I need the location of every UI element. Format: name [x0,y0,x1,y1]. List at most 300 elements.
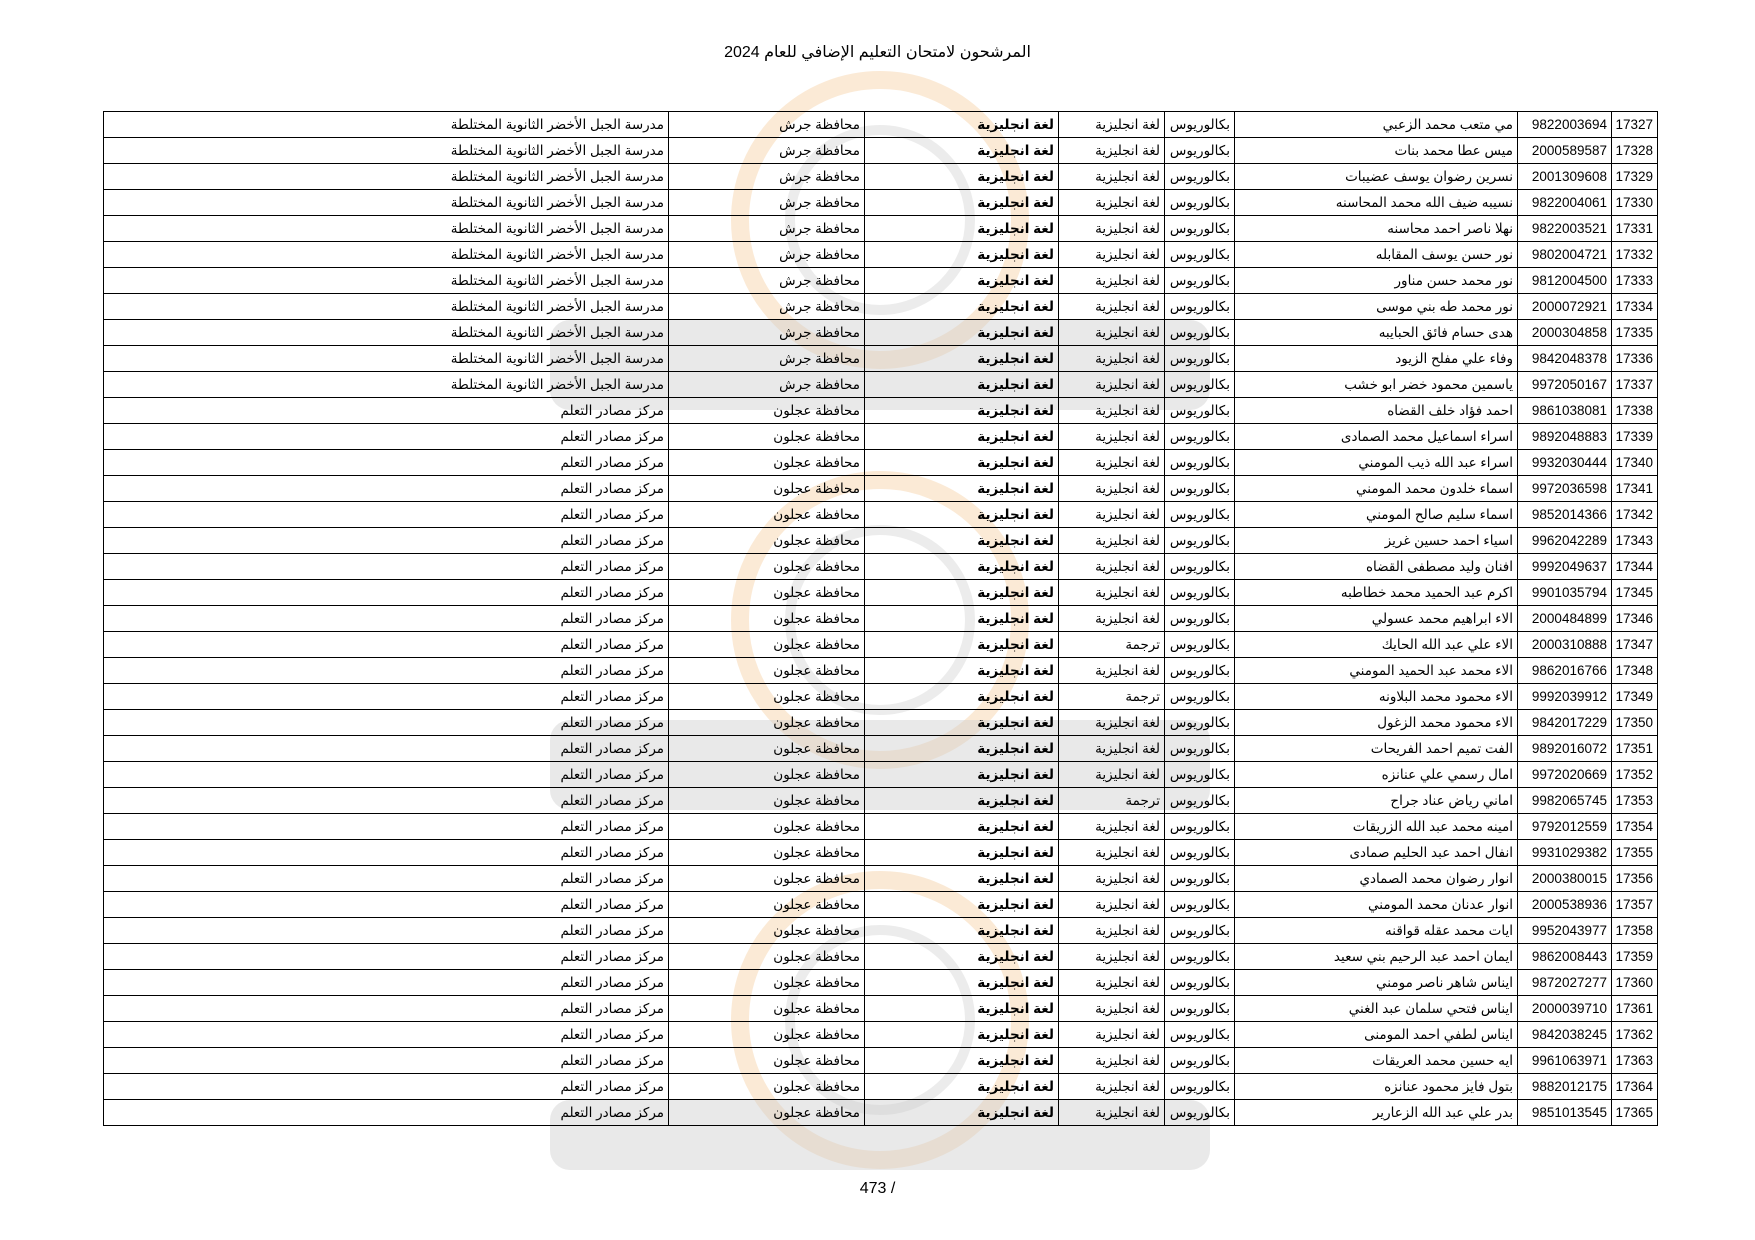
seq-number-cell: 17355 [1612,840,1658,866]
table-row [104,112,1658,138]
exam-center-cell: مدرسة الجبل الأخضر الثانوية المختلطة [104,372,669,398]
exam-center-cell: مدرسة الجبل الأخضر الثانوية المختلطة [104,164,669,190]
exam-subject-cell: لغة انجليزية [865,736,1059,762]
seq-number-cell: 17365 [1612,1100,1658,1126]
table-row [104,814,1658,840]
candidate-name-cell: نهلا ناصر احمد محاسنه [1235,216,1518,242]
degree-cell: بكالوريوس [1165,476,1235,502]
seq-number-cell: 17340 [1612,450,1658,476]
governorate-cell: محافظة جرش [669,138,865,164]
national-id-cell: 9862008443 [1518,944,1612,970]
degree-cell: بكالوريوس [1165,684,1235,710]
exam-center-cell: مركز مصادر التعلم [104,1074,669,1100]
candidate-name-cell: ياسمين محمود خضر ابو خشب [1235,372,1518,398]
candidate-name-cell: نور محمد طه بني موسى [1235,294,1518,320]
candidate-name-cell: احمد فؤاد خلف القضاه [1235,398,1518,424]
national-id-cell: 9852014366 [1518,502,1612,528]
exam-subject-cell: لغة انجليزية [865,996,1059,1022]
candidate-name-cell: اسماء سليم صالح المومني [1235,502,1518,528]
governorate-cell: محافظة عجلون [669,788,865,814]
table-row [104,424,1658,450]
national-id-cell: 9961063971 [1518,1048,1612,1074]
table-row [104,138,1658,164]
seq-number-cell: 17347 [1612,632,1658,658]
specialization-cell: لغة انجليزية [1059,294,1165,320]
governorate-cell: محافظة عجلون [669,580,865,606]
specialization-cell: لغة انجليزية [1059,502,1165,528]
seq-number-cell: 17359 [1612,944,1658,970]
candidate-name-cell: وفاء علي مفلح الزيود [1235,346,1518,372]
candidates-rows [104,112,1658,1126]
candidate-name-cell: انوار رضوان محمد الصمادي [1235,866,1518,892]
candidate-name-cell: ايات محمد عقله قواقنه [1235,918,1518,944]
governorate-cell: محافظة عجلون [669,1048,865,1074]
exam-subject-cell: لغة انجليزية [865,294,1059,320]
seq-number-cell: 17362 [1612,1022,1658,1048]
candidate-name-cell: اسراء اسماعيل محمد الصمادى [1235,424,1518,450]
specialization-cell: لغة انجليزية [1059,814,1165,840]
exam-center-cell: مركز مصادر التعلم [104,554,669,580]
specialization-cell: لغة انجليزية [1059,606,1165,632]
national-id-cell: 9901035794 [1518,580,1612,606]
governorate-cell: محافظة جرش [669,164,865,190]
seq-number-cell: 17348 [1612,658,1658,684]
exam-subject-cell: لغة انجليزية [865,1048,1059,1074]
national-id-cell: 9962042289 [1518,528,1612,554]
governorate-cell: محافظة عجلون [669,866,865,892]
governorate-cell: محافظة عجلون [669,658,865,684]
table-row [104,346,1658,372]
degree-cell: بكالوريوس [1165,190,1235,216]
candidate-name-cell: اماني رياض عناد جراح [1235,788,1518,814]
national-id-cell: 9932030444 [1518,450,1612,476]
table-row [104,918,1658,944]
candidate-name-cell: مي متعب محمد الزعبي [1235,112,1518,138]
candidate-name-cell: انفال احمد عبد الحليم صمادى [1235,840,1518,866]
exam-center-cell: مركز مصادر التعلم [104,502,669,528]
seq-number-cell: 17356 [1612,866,1658,892]
national-id-cell: 9972020669 [1518,762,1612,788]
exam-center-cell: مدرسة الجبل الأخضر الثانوية المختلطة [104,294,669,320]
national-id-cell: 9792012559 [1518,814,1612,840]
governorate-cell: محافظة عجلون [669,554,865,580]
candidate-name-cell: بتول فايز محمود عنانزه [1235,1074,1518,1100]
seq-number-cell: 17331 [1612,216,1658,242]
seq-number-cell: 17329 [1612,164,1658,190]
degree-cell: بكالوريوس [1165,788,1235,814]
candidates-table [103,111,1658,1126]
governorate-cell: محافظة جرش [669,242,865,268]
specialization-cell: لغة انجليزية [1059,372,1165,398]
exam-center-cell: مركز مصادر التعلم [104,944,669,970]
degree-cell: بكالوريوس [1165,658,1235,684]
specialization-cell: لغة انجليزية [1059,762,1165,788]
national-id-cell: 9822004061 [1518,190,1612,216]
table-row [104,788,1658,814]
exam-center-cell: مركز مصادر التعلم [104,684,669,710]
table-row [104,1074,1658,1100]
exam-subject-cell: لغة انجليزية [865,970,1059,996]
degree-cell: بكالوريوس [1165,762,1235,788]
exam-subject-cell: لغة انجليزية [865,112,1059,138]
degree-cell: بكالوريوس [1165,554,1235,580]
table-row [104,528,1658,554]
exam-subject-cell: لغة انجليزية [865,164,1059,190]
exam-subject-cell: لغة انجليزية [865,658,1059,684]
exam-center-cell: مركز مصادر التعلم [104,580,669,606]
exam-center-cell: مركز مصادر التعلم [104,528,669,554]
national-id-cell: 9822003694 [1518,112,1612,138]
exam-subject-cell: لغة انجليزية [865,840,1059,866]
table-row [104,190,1658,216]
table-row [104,554,1658,580]
table-row [104,1022,1658,1048]
exam-center-cell: مركز مصادر التعلم [104,970,669,996]
specialization-cell: لغة انجليزية [1059,736,1165,762]
exam-center-cell: مدرسة الجبل الأخضر الثانوية المختلطة [104,242,669,268]
candidate-name-cell: الاء علي عبد الله الحايك [1235,632,1518,658]
specialization-cell: لغة انجليزية [1059,216,1165,242]
exam-subject-cell: لغة انجليزية [865,476,1059,502]
candidate-name-cell: امينه محمد عبد الله الزريقات [1235,814,1518,840]
exam-center-cell: مدرسة الجبل الأخضر الثانوية المختلطة [104,190,669,216]
governorate-cell: محافظة جرش [669,216,865,242]
degree-cell: بكالوريوس [1165,502,1235,528]
national-id-cell: 9882012175 [1518,1074,1612,1100]
degree-cell: بكالوريوس [1165,242,1235,268]
seq-number-cell: 17354 [1612,814,1658,840]
candidate-name-cell: افنان وليد مصطفى القضاه [1235,554,1518,580]
exam-center-cell: مركز مصادر التعلم [104,918,669,944]
specialization-cell: لغة انجليزية [1059,190,1165,216]
degree-cell: بكالوريوس [1165,320,1235,346]
candidate-name-cell: نور محمد حسن مناور [1235,268,1518,294]
seq-number-cell: 17346 [1612,606,1658,632]
national-id-cell: 9802004721 [1518,242,1612,268]
specialization-cell: ترجمة [1059,632,1165,658]
specialization-cell: لغة انجليزية [1059,164,1165,190]
specialization-cell: لغة انجليزية [1059,476,1165,502]
exam-center-cell: مركز مصادر التعلم [104,1100,669,1126]
degree-cell: بكالوريوس [1165,164,1235,190]
governorate-cell: محافظة عجلون [669,398,865,424]
national-id-cell: 9842017229 [1518,710,1612,736]
exam-center-cell: مركز مصادر التعلم [104,1022,669,1048]
table-row [104,736,1658,762]
seq-number-cell: 17336 [1612,346,1658,372]
seq-number-cell: 17343 [1612,528,1658,554]
page-title: المرشحون لامتحان التعليم الإضافي للعام 2024 [724,44,1031,61]
exam-subject-cell: لغة انجليزية [865,138,1059,164]
candidate-name-cell: نور حسن يوسف المقابله [1235,242,1518,268]
exam-center-cell: مركز مصادر التعلم [104,840,669,866]
specialization-cell: لغة انجليزية [1059,320,1165,346]
specialization-cell: ترجمة [1059,684,1165,710]
seq-number-cell: 17358 [1612,918,1658,944]
governorate-cell: محافظة عجلون [669,970,865,996]
governorate-cell: محافظة عجلون [669,502,865,528]
candidate-name-cell: ايناس لطفي احمد المومنى [1235,1022,1518,1048]
national-id-cell: 9861038081 [1518,398,1612,424]
table-row [104,762,1658,788]
seq-number-cell: 17332 [1612,242,1658,268]
table-row [104,1048,1658,1074]
degree-cell: بكالوريوس [1165,970,1235,996]
table-row [104,294,1658,320]
exam-subject-cell: لغة انجليزية [865,1022,1059,1048]
national-id-cell: 9952043977 [1518,918,1612,944]
candidate-name-cell: نسيبه ضيف الله محمد المحاسنه [1235,190,1518,216]
seq-number-cell: 17344 [1612,554,1658,580]
governorate-cell: محافظة عجلون [669,632,865,658]
table-row [104,580,1658,606]
specialization-cell: لغة انجليزية [1059,138,1165,164]
national-id-cell: 2000380015 [1518,866,1612,892]
table-row [104,476,1658,502]
national-id-cell: 9992039912 [1518,684,1612,710]
exam-subject-cell: لغة انجليزية [865,1100,1059,1126]
national-id-cell: 2000589587 [1518,138,1612,164]
specialization-cell: لغة انجليزية [1059,840,1165,866]
exam-subject-cell: لغة انجليزية [865,814,1059,840]
national-id-cell: 2000484899 [1518,606,1612,632]
seq-number-cell: 17327 [1612,112,1658,138]
exam-subject-cell: لغة انجليزية [865,372,1059,398]
national-id-cell: 9931029382 [1518,840,1612,866]
governorate-cell: محافظة عجلون [669,1100,865,1126]
seq-number-cell: 17350 [1612,710,1658,736]
degree-cell: بكالوريوس [1165,424,1235,450]
governorate-cell: محافظة عجلون [669,736,865,762]
exam-subject-cell: لغة انجليزية [865,450,1059,476]
exam-subject-cell: لغة انجليزية [865,216,1059,242]
specialization-cell: لغة انجليزية [1059,554,1165,580]
seq-number-cell: 17338 [1612,398,1658,424]
national-id-cell: 9822003521 [1518,216,1612,242]
specialization-cell: لغة انجليزية [1059,346,1165,372]
exam-center-cell: مدرسة الجبل الأخضر الثانوية المختلطة [104,268,669,294]
degree-cell: بكالوريوس [1165,528,1235,554]
exam-center-cell: مركز مصادر التعلم [104,424,669,450]
governorate-cell: محافظة عجلون [669,424,865,450]
degree-cell: بكالوريوس [1165,840,1235,866]
national-id-cell: 2000072921 [1518,294,1612,320]
exam-center-cell: مدرسة الجبل الأخضر الثانوية المختلطة [104,216,669,242]
national-id-cell: 2000538936 [1518,892,1612,918]
exam-subject-cell: لغة انجليزية [865,268,1059,294]
candidate-name-cell: ايمان احمد عبد الرحيم بني سعيد [1235,944,1518,970]
exam-subject-cell: لغة انجليزية [865,580,1059,606]
seq-number-cell: 17353 [1612,788,1658,814]
degree-cell: بكالوريوس [1165,632,1235,658]
table-row [104,242,1658,268]
candidate-name-cell: ايناس شاهر ناصر مومني [1235,970,1518,996]
specialization-cell: ترجمة [1059,788,1165,814]
table-row [104,840,1658,866]
candidate-name-cell: اسماء خلدون محمد المومني [1235,476,1518,502]
governorate-cell: محافظة جرش [669,346,865,372]
specialization-cell: لغة انجليزية [1059,710,1165,736]
specialization-cell: لغة انجليزية [1059,242,1165,268]
specialization-cell: لغة انجليزية [1059,996,1165,1022]
candidate-name-cell: اسراء عبد الله ذيب المومني [1235,450,1518,476]
exam-center-cell: مدرسة الجبل الأخضر الثانوية المختلطة [104,112,669,138]
candidate-name-cell: اكرم عبد الحميد محمد خطاطبه [1235,580,1518,606]
exam-center-cell: مركز مصادر التعلم [104,450,669,476]
exam-subject-cell: لغة انجليزية [865,918,1059,944]
degree-cell: بكالوريوس [1165,1022,1235,1048]
degree-cell: بكالوريوس [1165,580,1235,606]
national-id-cell: 9982065745 [1518,788,1612,814]
exam-subject-cell: لغة انجليزية [865,892,1059,918]
exam-subject-cell: لغة انجليزية [865,190,1059,216]
governorate-cell: محافظة عجلون [669,684,865,710]
national-id-cell: 9992049637 [1518,554,1612,580]
table-row [104,606,1658,632]
governorate-cell: محافظة عجلون [669,476,865,502]
degree-cell: بكالوريوس [1165,1100,1235,1126]
seq-number-cell: 17357 [1612,892,1658,918]
candidate-name-cell: امال رسمي علي عنانزه [1235,762,1518,788]
candidate-name-cell: الاء ابراهيم محمد عسولي [1235,606,1518,632]
seq-number-cell: 17339 [1612,424,1658,450]
specialization-cell: لغة انجليزية [1059,1048,1165,1074]
degree-cell: بكالوريوس [1165,606,1235,632]
national-id-cell: 9972036598 [1518,476,1612,502]
national-id-cell: 2000039710 [1518,996,1612,1022]
national-id-cell: 9972050167 [1518,372,1612,398]
specialization-cell: لغة انجليزية [1059,1074,1165,1100]
table-row [104,996,1658,1022]
specialization-cell: لغة انجليزية [1059,1022,1165,1048]
table-row [104,970,1658,996]
degree-cell: بكالوريوس [1165,736,1235,762]
degree-cell: بكالوريوس [1165,268,1235,294]
governorate-cell: محافظة عجلون [669,606,865,632]
degree-cell: بكالوريوس [1165,450,1235,476]
table-row [104,164,1658,190]
national-id-cell: 9862016766 [1518,658,1612,684]
table-row [104,450,1658,476]
specialization-cell: لغة انجليزية [1059,112,1165,138]
table-row [104,710,1658,736]
national-id-cell: 9842048378 [1518,346,1612,372]
governorate-cell: محافظة عجلون [669,1074,865,1100]
exam-center-cell: مركز مصادر التعلم [104,710,669,736]
seq-number-cell: 17337 [1612,372,1658,398]
exam-subject-cell: لغة انجليزية [865,554,1059,580]
degree-cell: بكالوريوس [1165,814,1235,840]
governorate-cell: محافظة عجلون [669,996,865,1022]
exam-subject-cell: لغة انجليزية [865,866,1059,892]
candidate-name-cell: الاء محمود محمد الزغول [1235,710,1518,736]
specialization-cell: لغة انجليزية [1059,424,1165,450]
exam-center-cell: مركز مصادر التعلم [104,788,669,814]
table-row [104,866,1658,892]
governorate-cell: محافظة جرش [669,294,865,320]
national-id-cell: 9892016072 [1518,736,1612,762]
governorate-cell: محافظة عجلون [669,710,865,736]
degree-cell: بكالوريوس [1165,892,1235,918]
exam-center-cell: مدرسة الجبل الأخضر الثانوية المختلطة [104,346,669,372]
exam-center-cell: مركز مصادر التعلم [104,814,669,840]
table-row [104,268,1658,294]
seq-number-cell: 17352 [1612,762,1658,788]
exam-subject-cell: لغة انجليزية [865,710,1059,736]
seq-number-cell: 17351 [1612,736,1658,762]
exam-center-cell: مركز مصادر التعلم [104,736,669,762]
governorate-cell: محافظة عجلون [669,814,865,840]
exam-subject-cell: لغة انجليزية [865,762,1059,788]
candidate-name-cell: الفت تميم احمد الفريحات [1235,736,1518,762]
governorate-cell: محافظة عجلون [669,918,865,944]
degree-cell: بكالوريوس [1165,112,1235,138]
degree-cell: بكالوريوس [1165,138,1235,164]
candidate-name-cell: ايناس فتحي سلمان عبد الغني [1235,996,1518,1022]
seq-number-cell: 17364 [1612,1074,1658,1100]
exam-center-cell: مركز مصادر التعلم [104,866,669,892]
exam-subject-cell: لغة انجليزية [865,1074,1059,1100]
degree-cell: بكالوريوس [1165,918,1235,944]
exam-subject-cell: لغة انجليزية [865,632,1059,658]
degree-cell: بكالوريوس [1165,1048,1235,1074]
table-row [104,658,1658,684]
specialization-cell: لغة انجليزية [1059,450,1165,476]
governorate-cell: محافظة عجلون [669,762,865,788]
page-number: 473 / [859,1180,896,1197]
national-id-cell: 9892048883 [1518,424,1612,450]
candidate-name-cell: نسرين رضوان يوسف عضيبات [1235,164,1518,190]
specialization-cell: لغة انجليزية [1059,528,1165,554]
table-row [104,216,1658,242]
seq-number-cell: 17328 [1612,138,1658,164]
governorate-cell: محافظة عجلون [669,892,865,918]
specialization-cell: لغة انجليزية [1059,398,1165,424]
seq-number-cell: 17360 [1612,970,1658,996]
governorate-cell: محافظة عجلون [669,840,865,866]
candidate-name-cell: هدى حسام فائق الحبايبه [1235,320,1518,346]
seq-number-cell: 17334 [1612,294,1658,320]
table-row [104,398,1658,424]
specialization-cell: لغة انجليزية [1059,268,1165,294]
degree-cell: بكالوريوس [1165,346,1235,372]
specialization-cell: لغة انجليزية [1059,970,1165,996]
seq-number-cell: 17361 [1612,996,1658,1022]
seq-number-cell: 17363 [1612,1048,1658,1074]
national-id-cell: 2001309608 [1518,164,1612,190]
exam-center-cell: مركز مصادر التعلم [104,476,669,502]
exam-center-cell: مركز مصادر التعلم [104,632,669,658]
candidate-name-cell: الاء محمد عبد الحميد المومني [1235,658,1518,684]
governorate-cell: محافظة عجلون [669,528,865,554]
exam-center-cell: مدرسة الجبل الأخضر الثانوية المختلطة [104,138,669,164]
governorate-cell: محافظة جرش [669,112,865,138]
exam-subject-cell: لغة انجليزية [865,320,1059,346]
exam-center-cell: مركز مصادر التعلم [104,1048,669,1074]
table-row [104,684,1658,710]
exam-subject-cell: لغة انجليزية [865,242,1059,268]
degree-cell: بكالوريوس [1165,1074,1235,1100]
seq-number-cell: 17341 [1612,476,1658,502]
seq-number-cell: 17333 [1612,268,1658,294]
specialization-cell: لغة انجليزية [1059,658,1165,684]
exam-center-cell: مركز مصادر التعلم [104,762,669,788]
exam-center-cell: مركز مصادر التعلم [104,398,669,424]
governorate-cell: محافظة جرش [669,372,865,398]
table-row [104,1100,1658,1126]
candidate-name-cell: الاء محمود محمد البلاونه [1235,684,1518,710]
governorate-cell: محافظة عجلون [669,1022,865,1048]
